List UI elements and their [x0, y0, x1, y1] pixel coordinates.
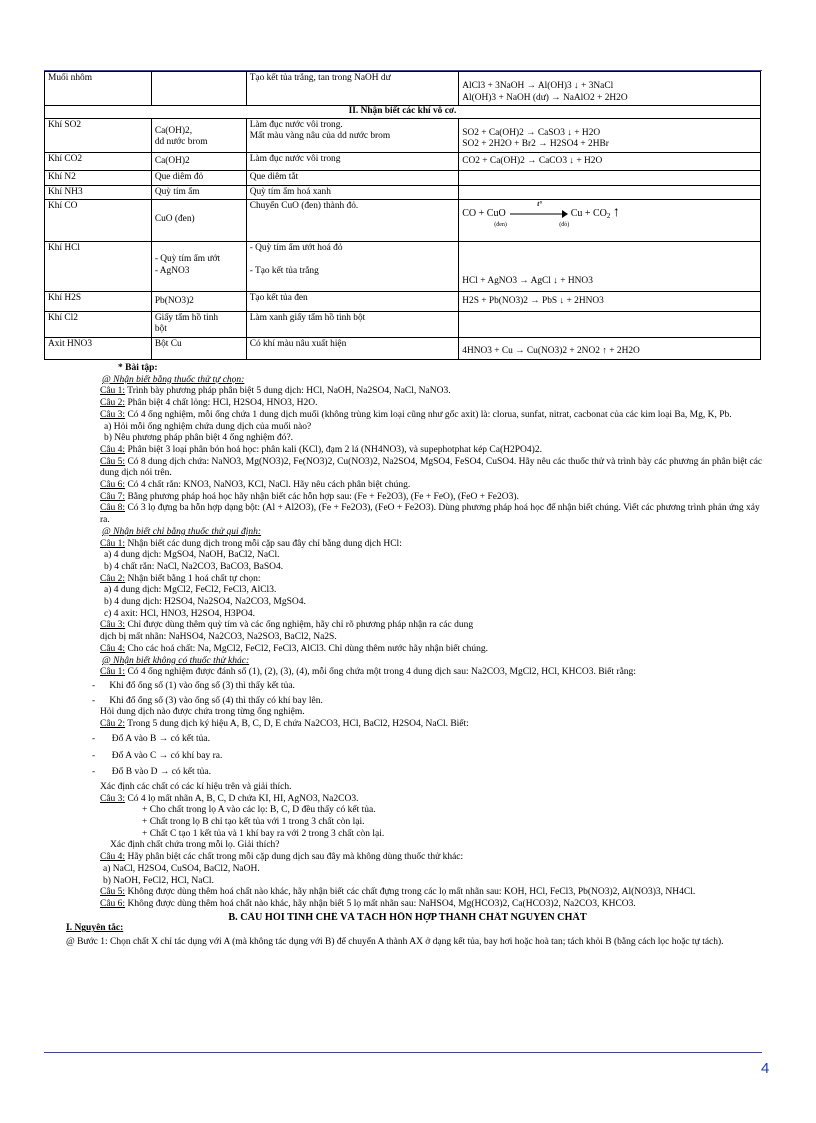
cell-substance: Khí NH3 [45, 185, 152, 200]
question-label: Câu 4: [100, 852, 126, 863]
question [44, 480, 771, 492]
question [44, 410, 771, 422]
question-text: Hỏi dung dịch nào được chứa trong từng ống nghiệm. [100, 707, 305, 718]
color-label: (đen) [494, 222, 507, 228]
table-row [45, 152, 761, 171]
table-row [45, 292, 761, 312]
equation: HCl + AgNO3 → AgCl ↓ + HNO3 [462, 276, 593, 286]
question-text: Không được dùng thêm hoá chất nào khác, hãy nhận biết các chất đựng trong các lọ mất nhãn sau: KOH, HCl, FeCl3, Pb(NO3)2, Al(NO3)3, NH4Cl. [125, 887, 696, 898]
phenomenon-line: - Quỳ tím ẩm ướt hoá đỏ [249, 243, 343, 253]
question-label: Câu 3: [100, 793, 126, 804]
question-text: Không được dùng thêm hoá chất nào khác, hãy nhận biết 5 lọ mất nhãn sau: NaHSO4, Mg(HCO3)2, Ca(HCO3)2, Na2CO3, KHCO3. [125, 898, 636, 909]
subsection-heading-text: @ Nhận biết chỉ bằng thuốc thử qui định: [102, 526, 262, 537]
equation: SO2 + Ca(OH)2 → CaSO3 ↓ + H2O [462, 127, 601, 138]
cell-substance: Khí CO [45, 200, 152, 242]
cell-phenomenon: Làm đục nước vôi trong [246, 152, 459, 171]
equation-co: CO + CuO $Cu + CO_2$ ↑ [462, 205, 620, 220]
cell-substance: Khí Cl2 [45, 311, 152, 337]
reagent-line: - Quỳ tím ẩm ướt [154, 254, 221, 264]
reaction-condition: t° [537, 200, 542, 208]
cell-phenomenon [246, 118, 459, 152]
step-text: @ Bước 1: Chọn chất X chỉ tác dụng với A (mà không tác dụng với B) để chuyển A thành AX ở dạng kết tủa, bay hơi hoặc hoà tan; tách khỏi B (bằng cách lọc hoặc tự tách). [66, 937, 724, 948]
color-label: (đỏ) [559, 222, 570, 228]
principle-heading [44, 923, 771, 935]
cell-phenomenon: Tạo kết tủa đen [246, 292, 459, 312]
cell-reagent [151, 242, 246, 292]
principle-heading-text: I. Nguyên tắc: [66, 923, 124, 934]
question-text: Có 4 ống nghiệm được đánh số (1), (2), (3), (4), mỗi ống chứa một trong 4 dung dịch sau: Na2CO3, MgCl2, HCl, KHCO3. Biết rằng: [125, 667, 636, 678]
list-item-text: Đổ B vào D → có kết tủa. [111, 767, 211, 778]
cell-equation [459, 337, 761, 360]
exercises-section [44, 363, 771, 949]
subsection-heading [44, 527, 771, 539]
question-text: Chỉ được dùng thêm quỳ tím và các ống nghiệm, hãy chỉ rõ phương pháp nhận ra các dung [125, 620, 474, 631]
question-subitem [44, 433, 771, 445]
cell-substance: Khí HCl [45, 242, 152, 292]
question-label: Câu 1: [100, 386, 126, 397]
list-item: a) NaCl, H2SO4, CuSO4, BaCl2, NaOH. [103, 863, 260, 874]
list-item: + Chất C tạo 1 kết tủa và 1 khí bay ra với 2 trong 3 chất còn lại. [142, 828, 385, 839]
question-text: b) 4 chất rắn: NaCl, Na2CO3, BaCO3, BaSO4. [104, 561, 284, 572]
list-item: - Đổ A vào B → có kết tủa. [92, 733, 210, 744]
table-row [45, 185, 761, 200]
question-subitem [44, 632, 771, 644]
table-row [45, 72, 761, 106]
cell-equation [459, 185, 761, 200]
question-subitem [44, 585, 771, 597]
exercises-title: * Bài tập: [118, 363, 158, 373]
list-item-text: Khi đổ ống số (1) vào ống số (3) thì thấy kết tủa. [109, 680, 295, 691]
identification-table [44, 71, 761, 360]
list-item: + Cho chất trong lọ A vào các lọ: B, C, D đều thấy có kết tủa. [142, 805, 376, 816]
cell-substance: Muối nhôm [45, 72, 152, 106]
question-text: Xác định chất chứa trong mỗi lọ. Giải thích? [110, 840, 280, 851]
equation: H2S + Pb(NO3)2 → PbS ↓ + 2HNO3 [462, 296, 604, 306]
question [44, 644, 771, 656]
question-text: c) 4 axit: HCl, HNO3, H2SO4, H3PO4. [104, 608, 255, 619]
section-title: II. Nhận biết các khí vô cơ. [45, 106, 761, 119]
cell-equation [459, 200, 761, 242]
list-item-text: Khi đổ ống số (3) vào ống số (4) thì thấy có khí bay lên. [109, 695, 323, 706]
cell-equation [459, 118, 761, 152]
cell-reagent: Que diêm đỏ [151, 171, 246, 186]
question-subitem [44, 597, 771, 609]
question-text: Hãy phân biệt các chất trong mỗi cặp dung dịch sau đây mà không dùng thuốc thử khác: [125, 852, 464, 863]
equation: Al(OH)3 + NaOH (dư) → NaAlO2 + 2H2O [462, 92, 628, 103]
question-label: Câu 6: [100, 480, 126, 491]
subsection-heading [44, 656, 771, 668]
cell-equation [459, 152, 761, 171]
question [44, 852, 771, 864]
cell-phenomenon: Quỳ tím ẩm hoá xanh [246, 185, 459, 200]
cell-phenomenon: Que diêm tắt [246, 171, 459, 186]
cell-substance: Axit HNO3 [45, 337, 152, 360]
cell-equation [459, 242, 761, 292]
reagent-line: CuO (đen) [154, 214, 195, 224]
page-number: 4 [761, 1060, 770, 1077]
cell-substance: Khí SO2 [45, 118, 152, 152]
phenomenon-line: - Tạo kết tủa trắng [249, 265, 319, 276]
question [44, 794, 771, 806]
question-text: Bằng phương pháp hoá học hãy nhận biết các hỗn hợp sau: (Fe + Fe2O3), (Fe + FeO), (FeO + Fe2O3). [125, 491, 519, 502]
cell-reagent [151, 152, 246, 171]
question-label: Câu 3: [100, 409, 126, 420]
question-label: Câu 5: [100, 456, 126, 467]
question-label: Câu 8: [100, 503, 126, 514]
list-item: + Chất trong lọ B chỉ tạo kết tủa với 1 trong 3 chất còn lại. [142, 817, 365, 828]
reagent-line: Ca(OH)2, [154, 125, 193, 136]
page-content [44, 66, 771, 949]
phenomenon-line: Làm đục nước vôi trong. [249, 119, 343, 130]
subsection-heading-text: @ Nhận biết không có thuốc thử khác: [102, 655, 250, 666]
question-label: Câu 1: [100, 538, 126, 549]
cell-reagent [151, 311, 246, 337]
reagent-line: dd nước brom [154, 137, 208, 147]
question-text: Trong 5 dung dịch ký hiệu A, B, C, D, E chứa Na2CO3, HCl, BaCl2, H2SO4, NaCl. Biết: [125, 719, 469, 730]
cell-reagent [151, 200, 246, 242]
reagent-line: bột [154, 324, 167, 334]
cell-reagent [151, 118, 246, 152]
question-label: Câu 7: [100, 491, 126, 502]
question-label: Câu 5: [100, 887, 126, 898]
question [44, 620, 771, 632]
table-row [45, 242, 761, 292]
question [44, 386, 771, 398]
cell-equation [459, 171, 761, 186]
question-text: Có 8 dung dịch chứa: NaNO3, Mg(NO3)2, Fe(NO3)2, Cu(NO3)2, Na2SO4, MgSO4, FeSO4, CuSO4. Hãy nêu các thuốc thử và trình bày các phương án phân biệt các dung dịch nói trên. [100, 456, 763, 479]
list-item-text: Đổ A vào C → có khí bay ra. [111, 750, 223, 761]
cell-substance: Khí N2 [45, 171, 152, 186]
question [44, 492, 771, 504]
question-text: Nhận biết các dung dịch trong mỗi cặp sau đây chỉ bằng dung dịch HCl: [125, 538, 402, 549]
question-text: a) 4 dung dịch: MgSO4, NaOH, BaCl2, NaCl. [104, 550, 280, 561]
table-row [45, 311, 761, 337]
question-text: a) Hỏi mỗi ống nghiệm chứa dung dịch của muối nào? [104, 421, 312, 432]
question-subitem [44, 562, 771, 574]
cell-substance: Khí CO2 [45, 152, 152, 171]
table-row [45, 337, 761, 360]
table-row [45, 200, 761, 242]
question-label: Câu 4: [100, 444, 126, 455]
list-item: - Đổ A vào C → có khí bay ra. [92, 750, 223, 761]
question-subitem [44, 550, 771, 562]
section-b-title: B. CÂU HỎI TINH CHẾ VÀ TÁCH HỖN HỢP THÀNH CHẤT NGUYÊN CHẤT [228, 911, 587, 923]
equation: SO2 + 2H2O + Br2 → H2SO4 + 2HBr [462, 139, 609, 149]
question [44, 398, 771, 410]
question-text: b) 4 dung dịch: H2SO4, Na2SO4, Na2CO3, MgSO4. [104, 597, 306, 608]
question [44, 539, 771, 551]
table-row [45, 118, 761, 152]
question-label: Câu 2: [100, 398, 126, 409]
question-text: Có 3 lọ đựng ba hỗn hợp dạng bột: (Al + Al2O3), (Fe + Fe2O3), (FeO + Fe2O3). Dùng phương pháp hoá học để nhận biết chúng. Viết các phương trình phản ứng xảy ra. [100, 503, 760, 526]
question-text: dịch bị mất nhãn: NaHSO4, Na2CO3, Na2SO3, BaCl2, Na2S. [100, 632, 337, 643]
cell-reagent: Quỳ tím ẩm [151, 185, 246, 200]
question-list [44, 539, 771, 656]
cell-equation [459, 311, 761, 337]
phenomenon-line: Mất màu vàng nâu của dd nước brom [249, 131, 391, 141]
list-item: - Đổ B vào D → có kết tủa. [92, 767, 211, 778]
question [44, 667, 771, 679]
question [44, 899, 771, 911]
cell-reagent [151, 292, 246, 312]
table-row [45, 171, 761, 186]
reagent-line: - AgNO3 [154, 265, 190, 276]
list-item: - Khi đổ ống số (1) vào ống số (3) thì thấy kết tủa. [92, 680, 295, 691]
question [44, 445, 771, 457]
list-item: - Khi đổ ống số (3) vào ống số (4) thì thấy có khí bay lên. [92, 695, 323, 706]
question-text: Cho các hoá chất: Na, MgCl2, FeCl2, FeCl3, AlCl3. Chỉ dùng thêm nước hãy nhận biết chúng. [125, 643, 489, 654]
cell-reagent [151, 72, 246, 106]
question [44, 719, 771, 731]
list-item-text: Đổ A vào B → có kết tủa. [111, 733, 210, 744]
cell-phenomenon [246, 242, 459, 292]
question [44, 574, 771, 586]
question-label: Câu 4: [100, 643, 126, 654]
equation: AlCl3 + 3NaOH → Al(OH)3 ↓ + 3NaCl [462, 81, 614, 91]
reagent-line: Pb(NO3)2 [154, 296, 194, 306]
cell-phenomenon: Có khí màu nâu xuất hiện [246, 337, 459, 360]
question [44, 457, 771, 480]
question-text: Phân biệt 4 chất lỏng: HCl, H2SO4, HNO3, H2O. [125, 398, 318, 409]
equation: 4HNO3 + Cu → Cu(NO3)2 + 2NO2 ↑ + 2H2O [462, 345, 640, 356]
table-section-row [45, 106, 761, 119]
question-label: Câu 6: [100, 898, 126, 909]
list-item: b) NaOH, FeCl2, HCl, NaCl. [103, 875, 214, 886]
question-label: Câu 2: [100, 573, 126, 584]
footer-rule [44, 1052, 762, 1053]
question-label: Câu 2: [100, 719, 126, 730]
cell-phenomenon: Tạo kết tủa trắng, tan trong NaOH dư [246, 72, 459, 106]
question [44, 887, 771, 899]
subsection-heading-text: @ Nhận biết bằng thuốc thử tự chọn: [102, 374, 245, 385]
question-text: Có 4 chất rắn: KNO3, NaNO3, KCl, NaCl. Hãy nêu cách phân biệt chúng. [125, 480, 411, 491]
question-text: Trình bày phương pháp phân biệt 5 dung dịch: HCl, NaOH, Na2SO4, NaCl, NaNO3. [125, 386, 451, 397]
question-text: Phân biệt 3 loại phân bón hoá học: phân kali (KCl), đạm 2 lá (NH4NO3), và supephotphat kép Ca(H2PO4)2. [125, 444, 542, 455]
cell-substance: Khí H2S [45, 292, 152, 312]
subsection-heading [44, 375, 771, 387]
cell-reagent: Bột Cu [151, 337, 246, 360]
question-text: b) Nêu phương pháp phân biệt 4 ống nghiệm đó?. [104, 433, 294, 444]
question-list [44, 386, 771, 526]
cell-equation [459, 72, 761, 106]
cell-phenomenon: Làm xanh giấy tẩm hồ tinh bột [246, 311, 459, 337]
question-text: a) 4 dung dịch: MgCl2, FeCl2, FeCl3, AlCl3. [104, 585, 277, 596]
reagent-line: Giấy tẩm hồ tinh [154, 312, 219, 323]
question-label: Câu 3: [100, 620, 126, 631]
reagent-line: Ca(OH)2 [154, 155, 190, 166]
cell-phenomenon: Chuyển CuO (đen) thành đỏ. [246, 200, 459, 242]
question-text: Nhận biết bằng 1 hoá chất tự chọn: [125, 573, 261, 584]
question-subitem [44, 609, 771, 621]
cell-equation [459, 292, 761, 312]
question-text: Có 4 lọ mất nhãn A, B, C, D chứa KI, HI, AgNO3, Na2CO3. [125, 793, 359, 804]
question [44, 503, 771, 526]
question-text: Có 4 ống nghiệm, mỗi ống chứa 1 dung dịch muối (không trùng kim loại cũng như gốc axit) là: clorua, sunfat, nitrat, cacbonat của các kim loại Ba, Mg, K, Pb. [125, 409, 732, 420]
question-subitem [44, 422, 771, 434]
question-label: Câu 1: [100, 667, 126, 678]
equation: CO2 + Ca(OH)2 → CaCO3 ↓ + H2O [462, 155, 603, 166]
question-text: Xác định các chất có các kí hiệu trên và giải thích. [100, 781, 292, 792]
